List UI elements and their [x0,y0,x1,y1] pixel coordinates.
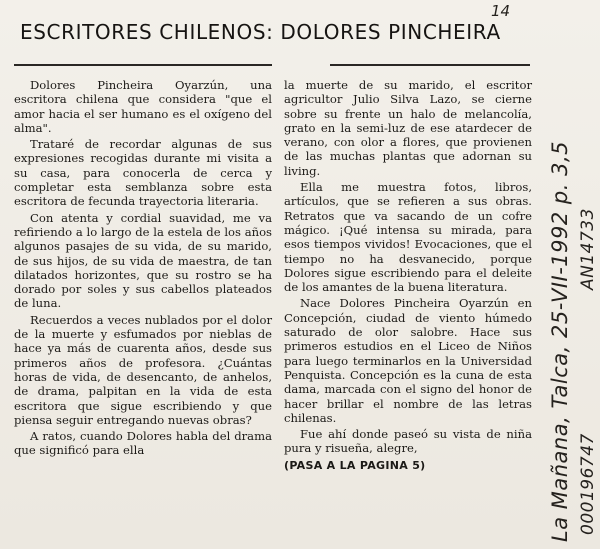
headline-rule-left [14,64,272,66]
handwritten-archive-code [578,208,598,290]
left-column [14,78,272,458]
handwritten-source-note: La Mañana, Talca, 25-VII-1992 p. 3,5 [548,140,572,542]
right-column [284,78,532,473]
jump-line: (PASA A LA PAGINA 5) [284,458,426,472]
article-headline: ESCRITORES CHILENOS: DOLORES PINCHEIRA [20,20,501,44]
paragraph: Con atenta y cordial suavidad, me va refiriendo a lo largo de la estela de los años algunos pasajes de su vida, de su marido, de sus hijos, de su vida de maestra, de tan dilatados horizontes, que su rostro se ha dorado por soles y sus cabellos plateados de luna. [14,210,272,311]
paragraph: Ella me muestra fotos, libros, artículos, que se refieren a sus obras. Retratos que va sacando de un cofre mágico. ¡Qué intensa su mirada, para esos tiempos vividos! Evocaciones, que el tiempo no ha desvanecido, porque Dolores sigue escribiendo para el deleite de los amantes de la buena literatura. [284,180,532,295]
archive-code-2: AN14733 [578,208,598,290]
paragraph: Fue ahí donde paseó su vista de niña pura y risueña, alegre, [284,427,532,456]
paragraph: la muerte de su marido, el escritor agricultor Julio Silva Lazo, se cierne sobre su frente un halo de melancolía, grato en la semi-luz de ese atardecer de verano, con olor a flores, que provienen de las muchas plantas que adornan su living. [284,78,532,178]
paragraph: Dolores Pincheira Oyarzún, una escritora chilena que considera "que el amor hacia el ser humano es el oxígeno del alma". [14,78,272,135]
headline-rule-right [330,64,530,66]
page-mark: 14 [491,2,511,20]
continued-notice [284,458,532,473]
paragraph: A ratos, cuando Dolores habla del drama que significó para ella [14,429,272,458]
paragraph: Nace Dolores Pincheira Oyarzún en Concepción, ciudad de viento húmedo saturado de olor salobre. Hace sus primeros estudios en el Liceo de Niños para luego terminarlos en la Universidad Penquista. Concepción es la cuna de esta dama, marcada con el signo del honor de hacer brillar el nombre de las letras chilenas. [284,296,532,425]
paragraph: Recuerdos a veces nublados por el dolor de la muerte y esfumados por nieblas de hace ya más de cuarenta años, desde sus primeros años de profesora. ¿Cuántas horas de vida, de desencanto, de anhelos, de drama, palpitan en la vida de esta escritora que sigue escribiendo y que piensa seguir entregando nuevas obras? [14,312,272,427]
paragraph: Trataré de recordar algunas de sus expresiones recogidas durante mi visita a su casa, para conocerla de cerca y completar esta semblanza sobre esta escritora de fecunda trayectoria literaria. [14,137,272,209]
archive-code: 000196747 [578,433,598,535]
handwritten-archive-number [578,433,598,535]
